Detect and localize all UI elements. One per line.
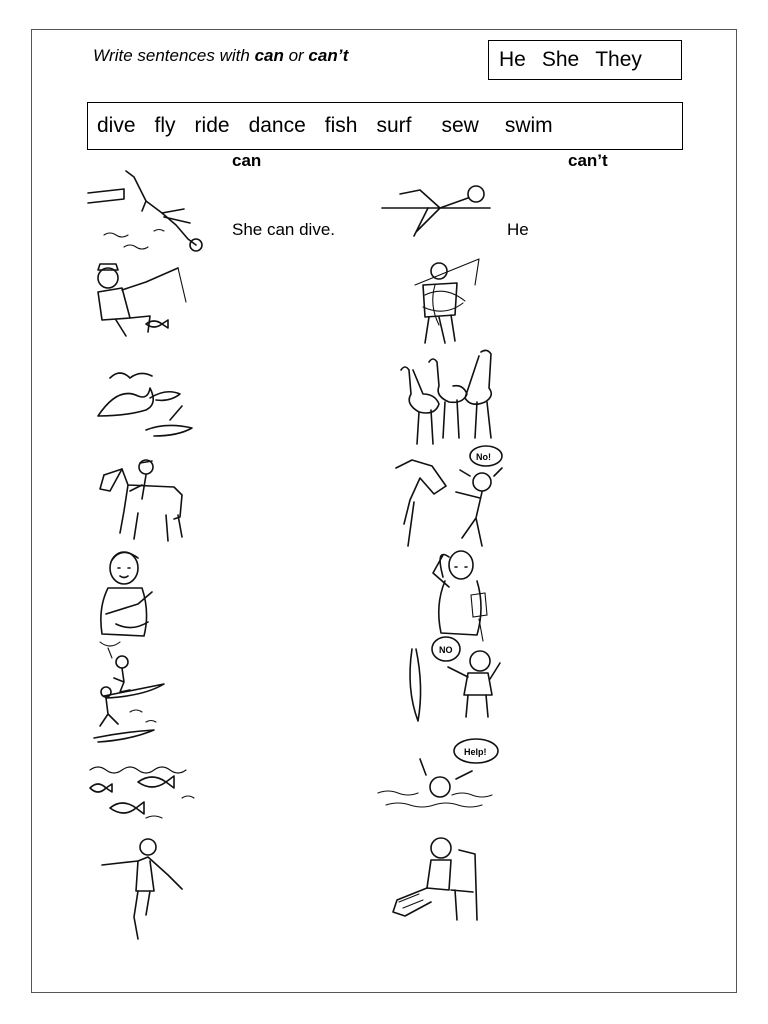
verb-fly: fly <box>154 114 176 137</box>
speech-bubble-no-big: NO <box>439 645 453 655</box>
verb-box <box>87 102 683 150</box>
verb-sew: sew <box>441 114 479 137</box>
injured-leg-icon <box>385 830 485 930</box>
sewing-icon <box>86 548 166 660</box>
column-heading-can: can <box>232 151 262 170</box>
diving-icon <box>84 165 214 255</box>
speech-bubble-no-small: No! <box>476 452 491 462</box>
verb-dive: dive <box>97 114 136 137</box>
verb-ride: ride <box>194 114 230 137</box>
column-heading-cant: can’t <box>568 151 608 170</box>
dancing-icon <box>98 835 188 945</box>
verb-swim: swim <box>504 114 553 137</box>
cannot-sew-icon <box>425 545 495 645</box>
tangled-fishing-icon <box>395 255 500 350</box>
speech-bubble-help: Help! <box>464 747 487 757</box>
refuses-horse-icon <box>390 442 510 557</box>
drowning-icon <box>376 735 506 815</box>
pronoun-she: She <box>541 48 580 71</box>
fishing-icon <box>86 258 196 343</box>
flying-birds-icon <box>90 358 210 443</box>
example-can-sentence: She can dive. <box>232 220 336 239</box>
verb-dance: dance <box>248 114 306 137</box>
verb-fish: fish <box>324 114 358 137</box>
instruction-text: Write sentences with can or can’t <box>93 46 349 65</box>
example-cant-sentence: He <box>507 220 529 239</box>
pronoun-he: He <box>499 48 526 71</box>
verb-surf: surf <box>376 114 412 137</box>
refuses-surf-icon <box>398 633 508 723</box>
swimming-fish-icon <box>86 758 210 828</box>
failed-dive-icon <box>380 172 495 247</box>
horse-riding-icon <box>94 455 194 550</box>
surfing-icon <box>90 652 170 747</box>
pronoun-they: They <box>595 48 642 71</box>
ostriches-icon <box>395 348 505 448</box>
pronoun-box <box>488 40 682 80</box>
